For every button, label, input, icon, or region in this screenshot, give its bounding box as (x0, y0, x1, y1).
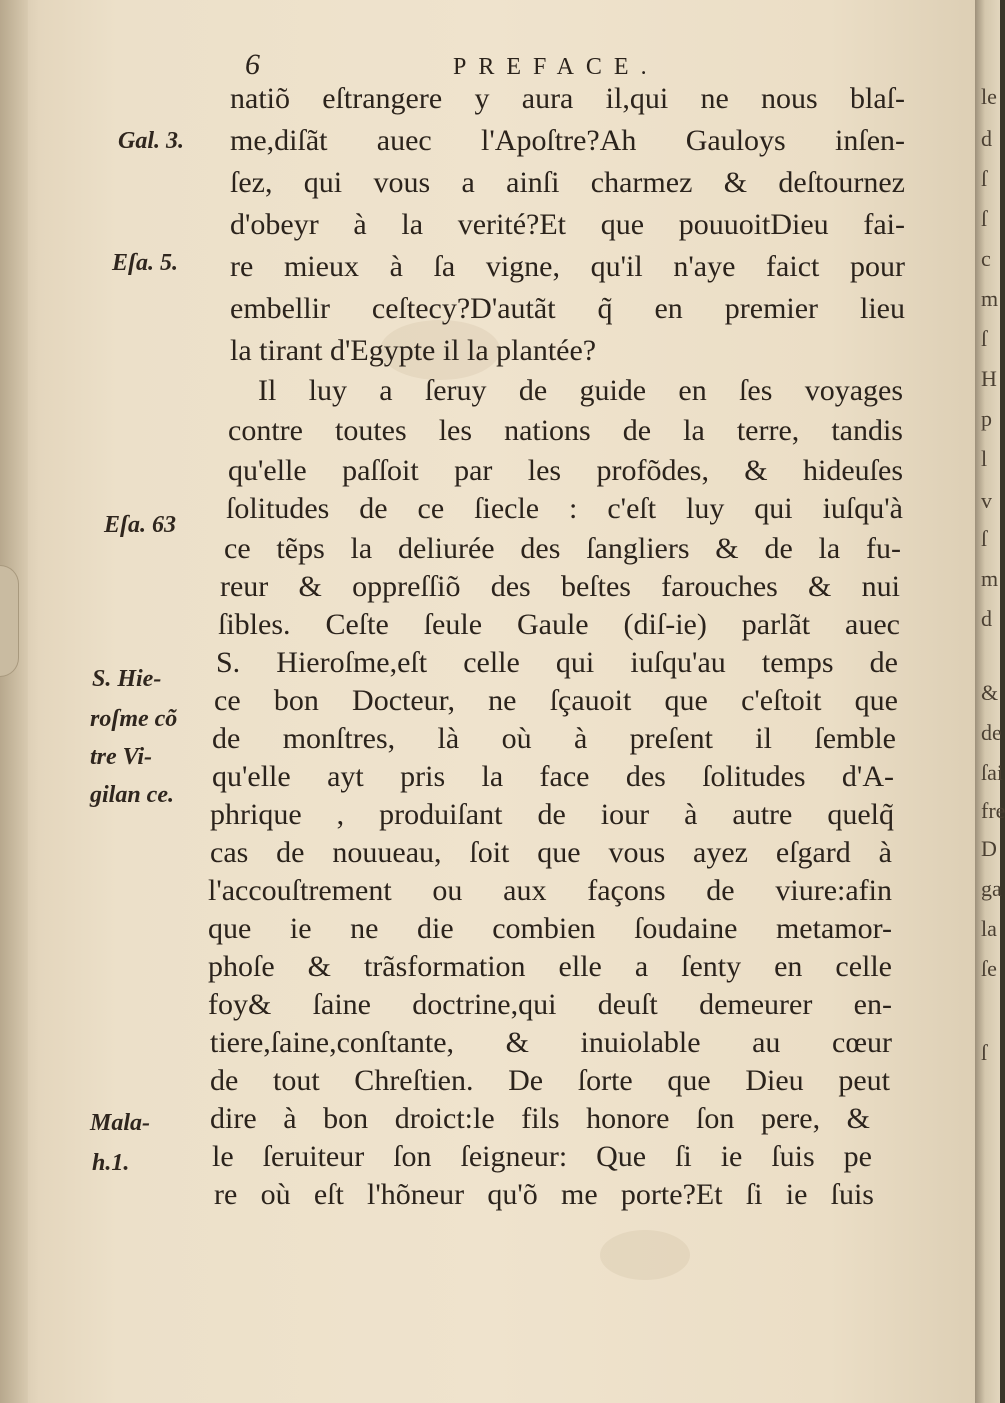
adjacent-glyph: ſ (981, 326, 988, 351)
text-line: ce tẽps la deliurée des ſangliers & de la fu- (224, 532, 901, 565)
text-line: de tout Chreſtien. De ſorte que Dieu peut (210, 1064, 890, 1097)
text-line: embellir ceſtecy?D'autãt q̃ en premier lieu (230, 292, 905, 325)
text-line: dire à bon droict:le fils honore ſon pere, & (210, 1102, 870, 1135)
text-line: natiõ eſtrangere y aura il,qui ne nous blaſ- (230, 82, 905, 115)
text-line: cas de nouueau, ſoit que vous ayez eſgard à (210, 836, 892, 869)
text-line: que ie ne die combien ſoudaine metamor- (208, 912, 892, 945)
text-line: qu'elle paſſoit par les profõdes, & hideuſes (228, 454, 903, 487)
adjacent-glyph: v (981, 488, 992, 513)
text-line: ſez, qui vous a ainſi charmez & deſtournez (230, 166, 905, 199)
margin-note: Mala- (90, 1110, 150, 1136)
margin-note: h.1. (92, 1150, 130, 1176)
text-line: phrique , produiſant de iour à autre quelq̃ (210, 798, 894, 831)
margin-note: Gal. 3. (118, 128, 184, 154)
adjacent-glyph: d (981, 606, 992, 631)
adjacent-glyph: ſe (981, 956, 997, 981)
adjacent-glyph: la (981, 916, 997, 941)
text-line: reur & oppreſſiõ des beſtes farouches & nui (220, 570, 900, 603)
adjacent-glyph: ga (981, 876, 1002, 901)
adjacent-glyph: fre (981, 798, 1005, 823)
text-line: ſolitudes de ce ſiecle : c'eſt luy qui iuſqu'à (226, 492, 903, 525)
page-number: 6 (245, 48, 260, 81)
adjacent-glyph: de (981, 720, 1002, 745)
running-title: PREFACE. (453, 54, 659, 80)
paper-stain (600, 1230, 690, 1280)
text-line: l'accouſtrement ou aux façons de viure:afin (208, 874, 892, 907)
adjacent-glyph: & (981, 680, 999, 705)
text-line: foy& ſaine doctrine,qui deuſt demeurer en- (208, 988, 892, 1021)
text-line: re où eſt l'hõneur qu'õ me porte?Et ſi ie ſuis (214, 1178, 874, 1211)
text-line: qu'elle ayt pris la face des ſolitudes d'A- (212, 760, 894, 793)
text-line: ſibles. Ceſte ſeule Gaule (diſ-ie) parlãt auec (218, 608, 900, 641)
text-line: me,diſãt auec l'Apoſtre?Ah Gauloys inſen- (230, 124, 905, 157)
adjacent-glyph: ſ (981, 206, 988, 231)
text-line: ce bon Docteur, ne ſçauoit que c'eſtoit que (214, 684, 898, 717)
adjacent-glyph: le (981, 84, 997, 109)
margin-note: roſme cõ (90, 706, 178, 732)
margin-note: S. Hie- (92, 666, 162, 692)
text-line: tiere,ſaine,conſtante, & inuiolable au cœur (210, 1026, 892, 1059)
adjacent-glyph: p (981, 406, 992, 431)
text-line: d'obeyr à la verité?Et que pouuoitDieu fai- (230, 208, 905, 241)
adjacent-glyph: m (981, 566, 999, 591)
adjacent-glyph: d (981, 126, 992, 151)
margin-note: gilan ce. (90, 782, 174, 808)
text-line: re mieux à ſa vigne, qu'il n'aye faict pour (230, 250, 905, 283)
margin-note: tre Vi- (90, 744, 153, 770)
adjacent-glyph: H (981, 366, 997, 391)
page-tab-marker (0, 565, 19, 677)
margin-note: Eſa. 63 (104, 512, 176, 538)
adjacent-glyph: ſai (981, 760, 1003, 785)
text-line: phoſe & trãsformation elle a ſenty en celle (208, 950, 892, 983)
text-line: S. Hieroſme,eſt celle qui iuſqu'au temps de (216, 646, 898, 679)
text-line: le ſeruiteur ſon ſeigneur: Que ſi ie ſuis pe (212, 1140, 872, 1173)
text-line: la tirant d'Egypte il la plantée? (230, 334, 597, 367)
adjacent-glyph: ſ (981, 526, 988, 551)
text-line: Il luy a ſeruy de guide en ſes voyages (258, 374, 903, 407)
adjacent-glyph: D (981, 836, 997, 861)
page-gutter (0, 0, 28, 1403)
text-line: de monſtres, là où à preſent il ſemble (212, 722, 896, 755)
adjacent-page-edge (975, 0, 1005, 1403)
adjacent-glyph: c (981, 246, 991, 271)
adjacent-glyph: l (981, 446, 988, 471)
adjacent-glyph: m (981, 286, 999, 311)
adjacent-glyph: ſ (981, 166, 988, 191)
margin-note: Eſa. 5. (112, 250, 178, 276)
adjacent-glyph: ſ (981, 1040, 988, 1065)
text-line: contre toutes les nations de la terre, tandis (228, 414, 903, 447)
